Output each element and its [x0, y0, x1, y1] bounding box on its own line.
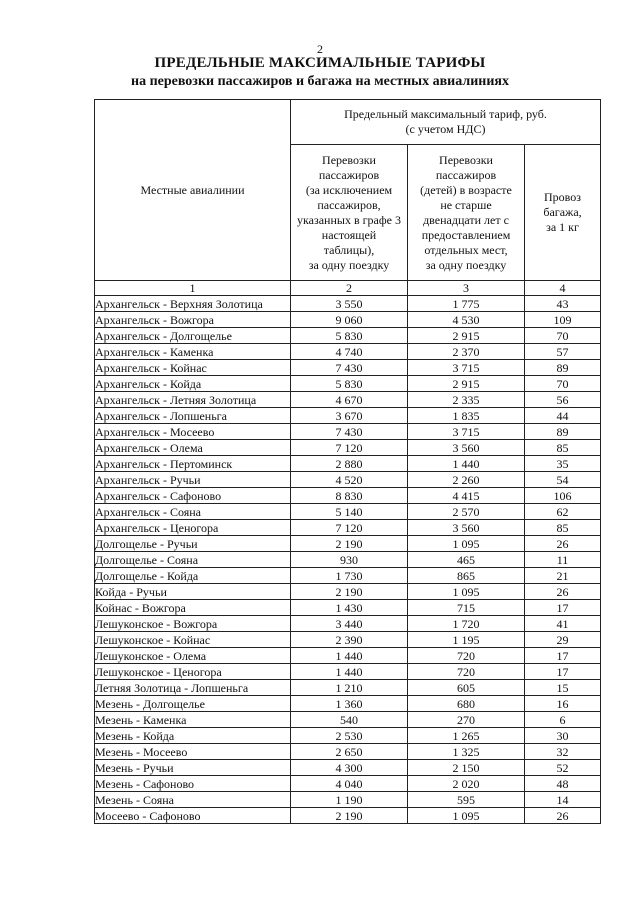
baggage-fare-cell: 16: [525, 696, 601, 712]
child-fare-cell: 2 370: [408, 344, 525, 360]
route-cell: Лешуконское - Койнас: [95, 632, 291, 648]
column-number-row: [95, 281, 601, 296]
baggage-fare-cell: 89: [525, 424, 601, 440]
document-subtitle: на перевозки пассажиров и багажа на местных авиалиниях: [131, 74, 509, 89]
baggage-fare-cell: 11: [525, 552, 601, 568]
route-cell: Лешуконское - Ценогора: [95, 664, 291, 680]
adult-fare-cell: 5 830: [291, 328, 408, 344]
baggage-fare-cell: 70: [525, 328, 601, 344]
route-cell: Мезень - Долгощелье: [95, 696, 291, 712]
baggage-fare-cell: 85: [525, 440, 601, 456]
baggage-fare-cell: 26: [525, 808, 601, 824]
table-row: [95, 792, 601, 808]
baggage-fare-cell: 43: [525, 296, 601, 312]
adult-fare-cell: 8 830: [291, 488, 408, 504]
table-row: [95, 728, 601, 744]
adult-fare-cell: 2 880: [291, 456, 408, 472]
table-row: [95, 552, 601, 568]
route-cell: Мезень - Ручьи: [95, 760, 291, 776]
child-fare-cell: 1 095: [408, 584, 525, 600]
table-row: [95, 680, 601, 696]
route-cell: Лешуконское - Олема: [95, 648, 291, 664]
table-row: [95, 296, 601, 312]
table-row: [95, 744, 601, 760]
table-row: [95, 536, 601, 552]
adult-fare-cell: 540: [291, 712, 408, 728]
column-number: 4: [525, 281, 601, 296]
adult-fare-cell: 7 430: [291, 424, 408, 440]
baggage-fare-cell: 15: [525, 680, 601, 696]
adult-fare-cell: 9 060: [291, 312, 408, 328]
route-cell: Архангельск - Койда: [95, 376, 291, 392]
route-cell: Мезень - Койда: [95, 728, 291, 744]
route-cell: Архангельск - Олема: [95, 440, 291, 456]
baggage-fare-cell: 109: [525, 312, 601, 328]
child-fare-cell: 1 720: [408, 616, 525, 632]
child-fare-cell: 270: [408, 712, 525, 728]
header-routes: Местные авиалинии: [95, 100, 291, 281]
child-fare-cell: 1 835: [408, 408, 525, 424]
child-fare-cell: 465: [408, 552, 525, 568]
table-row: [95, 472, 601, 488]
child-fare-cell: 720: [408, 648, 525, 664]
baggage-fare-cell: 17: [525, 648, 601, 664]
route-cell: Долгощелье - Койда: [95, 568, 291, 584]
adult-fare-cell: 1 190: [291, 792, 408, 808]
adult-fare-cell: 4 040: [291, 776, 408, 792]
child-fare-cell: 715: [408, 600, 525, 616]
table-row: [95, 712, 601, 728]
table-row: [95, 456, 601, 472]
adult-fare-cell: 930: [291, 552, 408, 568]
route-cell: Архангельск - Мосеево: [95, 424, 291, 440]
baggage-fare-cell: 54: [525, 472, 601, 488]
baggage-fare-cell: 89: [525, 360, 601, 376]
child-fare-cell: 4 415: [408, 488, 525, 504]
adult-fare-cell: 4 740: [291, 344, 408, 360]
table-row: [95, 488, 601, 504]
route-cell: Архангельск - Сояна: [95, 504, 291, 520]
adult-fare-cell: 2 190: [291, 584, 408, 600]
child-fare-cell: 865: [408, 568, 525, 584]
table-row: [95, 600, 601, 616]
child-fare-cell: 4 530: [408, 312, 525, 328]
adult-fare-cell: 4 670: [291, 392, 408, 408]
child-fare-cell: 2 020: [408, 776, 525, 792]
adult-fare-cell: 4 300: [291, 760, 408, 776]
adult-fare-cell: 7 430: [291, 360, 408, 376]
table-row: [95, 360, 601, 376]
table-row: [95, 776, 601, 792]
baggage-fare-cell: 14: [525, 792, 601, 808]
adult-fare-cell: 4 520: [291, 472, 408, 488]
baggage-fare-cell: 30: [525, 728, 601, 744]
adult-fare-cell: 2 530: [291, 728, 408, 744]
table-row: [95, 664, 601, 680]
child-fare-cell: 3 715: [408, 360, 525, 376]
route-cell: Мезень - Сояна: [95, 792, 291, 808]
child-fare-cell: 720: [408, 664, 525, 680]
baggage-fare-cell: 48: [525, 776, 601, 792]
child-fare-cell: 595: [408, 792, 525, 808]
route-cell: Лешуконское - Вожгора: [95, 616, 291, 632]
table-row: [95, 568, 601, 584]
route-cell: Архангельск - Вожгора: [95, 312, 291, 328]
route-cell: Архангельск - Каменка: [95, 344, 291, 360]
child-fare-cell: 1 265: [408, 728, 525, 744]
header-adult-fare: Перевозки пассажиров (за исключением пассажиров, указанных в графе 3 настоящей таблицы), за одну поездку: [291, 145, 408, 281]
baggage-fare-cell: 17: [525, 664, 601, 680]
table-row: [95, 408, 601, 424]
child-fare-cell: 680: [408, 696, 525, 712]
adult-fare-cell: 5 830: [291, 376, 408, 392]
baggage-fare-cell: 85: [525, 520, 601, 536]
route-cell: Мосеево - Сафоново: [95, 808, 291, 824]
adult-fare-cell: 2 650: [291, 744, 408, 760]
child-fare-cell: 2 570: [408, 504, 525, 520]
adult-fare-cell: 2 390: [291, 632, 408, 648]
child-fare-cell: 2 150: [408, 760, 525, 776]
adult-fare-cell: 2 190: [291, 536, 408, 552]
baggage-fare-cell: 62: [525, 504, 601, 520]
table-row: [95, 392, 601, 408]
header-tariff: Предельный максимальный тариф, руб. (с учетом НДС): [291, 100, 601, 145]
table-row: [95, 696, 601, 712]
child-fare-cell: 3 715: [408, 424, 525, 440]
table-row: [95, 808, 601, 824]
baggage-fare-cell: 70: [525, 376, 601, 392]
route-cell: Архангельск - Верхняя Золотица: [95, 296, 291, 312]
table-row: [95, 312, 601, 328]
baggage-fare-cell: 44: [525, 408, 601, 424]
adult-fare-cell: 1 430: [291, 600, 408, 616]
baggage-fare-cell: 106: [525, 488, 601, 504]
adult-fare-cell: 3 670: [291, 408, 408, 424]
baggage-fare-cell: 26: [525, 584, 601, 600]
baggage-fare-cell: 6: [525, 712, 601, 728]
table-row: [95, 648, 601, 664]
route-cell: Архангельск - Сафоново: [95, 488, 291, 504]
adult-fare-cell: 1 360: [291, 696, 408, 712]
route-cell: Архангельск - Летняя Золотица: [95, 392, 291, 408]
route-cell: Мезень - Мосеево: [95, 744, 291, 760]
baggage-fare-cell: 35: [525, 456, 601, 472]
child-fare-cell: 2 335: [408, 392, 525, 408]
adult-fare-cell: 7 120: [291, 440, 408, 456]
route-cell: Долгощелье - Ручьи: [95, 536, 291, 552]
document-title: ПРЕДЕЛЬНЫЕ МАКСИМАЛЬНЫЕ ТАРИФЫ: [154, 55, 486, 71]
child-fare-cell: 2 915: [408, 328, 525, 344]
route-cell: Архангельск - Пертоминск: [95, 456, 291, 472]
table-row: [95, 616, 601, 632]
child-fare-cell: 2 915: [408, 376, 525, 392]
table-row: [95, 424, 601, 440]
child-fare-cell: 2 260: [408, 472, 525, 488]
table-row: [95, 632, 601, 648]
adult-fare-cell: 1 440: [291, 648, 408, 664]
table-row: [95, 376, 601, 392]
baggage-fare-cell: 29: [525, 632, 601, 648]
table-row: [95, 504, 601, 520]
table-row: [95, 520, 601, 536]
adult-fare-cell: 1 440: [291, 664, 408, 680]
route-cell: Архангельск - Лопшеньга: [95, 408, 291, 424]
baggage-fare-cell: 52: [525, 760, 601, 776]
baggage-fare-cell: 56: [525, 392, 601, 408]
table-row: [95, 584, 601, 600]
route-cell: Летняя Золотица - Лопшеньга: [95, 680, 291, 696]
adult-fare-cell: 3 550: [291, 296, 408, 312]
child-fare-cell: 1 775: [408, 296, 525, 312]
adult-fare-cell: 5 140: [291, 504, 408, 520]
tariff-table-body: [95, 296, 601, 824]
table-row: [95, 440, 601, 456]
child-fare-cell: 1 440: [408, 456, 525, 472]
child-fare-cell: 1 095: [408, 536, 525, 552]
column-number: 2: [291, 281, 408, 296]
adult-fare-cell: 1 210: [291, 680, 408, 696]
child-fare-cell: 3 560: [408, 440, 525, 456]
baggage-fare-cell: 17: [525, 600, 601, 616]
adult-fare-cell: 7 120: [291, 520, 408, 536]
route-cell: Архангельск - Ценогора: [95, 520, 291, 536]
baggage-fare-cell: 21: [525, 568, 601, 584]
baggage-fare-cell: 32: [525, 744, 601, 760]
adult-fare-cell: 3 440: [291, 616, 408, 632]
route-cell: Мезень - Сафоново: [95, 776, 291, 792]
adult-fare-cell: 1 730: [291, 568, 408, 584]
child-fare-cell: 3 560: [408, 520, 525, 536]
route-cell: Мезень - Каменка: [95, 712, 291, 728]
baggage-fare-cell: 57: [525, 344, 601, 360]
adult-fare-cell: 2 190: [291, 808, 408, 824]
route-cell: Архангельск - Ручьи: [95, 472, 291, 488]
header-child-fare: Перевозки пассажиров (детей) в возрасте не старше двенадцати лет с предоставлением отдельных мест, за одну поездку: [408, 145, 525, 281]
page-number: 2: [317, 42, 323, 56]
baggage-fare-cell: 41: [525, 616, 601, 632]
route-cell: Архангельск - Долгощелье: [95, 328, 291, 344]
child-fare-cell: 605: [408, 680, 525, 696]
table-row: [95, 760, 601, 776]
route-cell: Архангельск - Койнас: [95, 360, 291, 376]
baggage-fare-cell: 26: [525, 536, 601, 552]
header-baggage: Провоз багажа, за 1 кг: [525, 145, 601, 281]
column-number: 3: [408, 281, 525, 296]
table-row: [95, 344, 601, 360]
route-cell: Долгощелье - Сояна: [95, 552, 291, 568]
route-cell: Койнас - Вожгора: [95, 600, 291, 616]
child-fare-cell: 1 195: [408, 632, 525, 648]
child-fare-cell: 1 325: [408, 744, 525, 760]
column-number: 1: [95, 281, 291, 296]
route-cell: Койда - Ручьи: [95, 584, 291, 600]
tariff-table: [94, 99, 601, 824]
table-row: [95, 328, 601, 344]
child-fare-cell: 1 095: [408, 808, 525, 824]
